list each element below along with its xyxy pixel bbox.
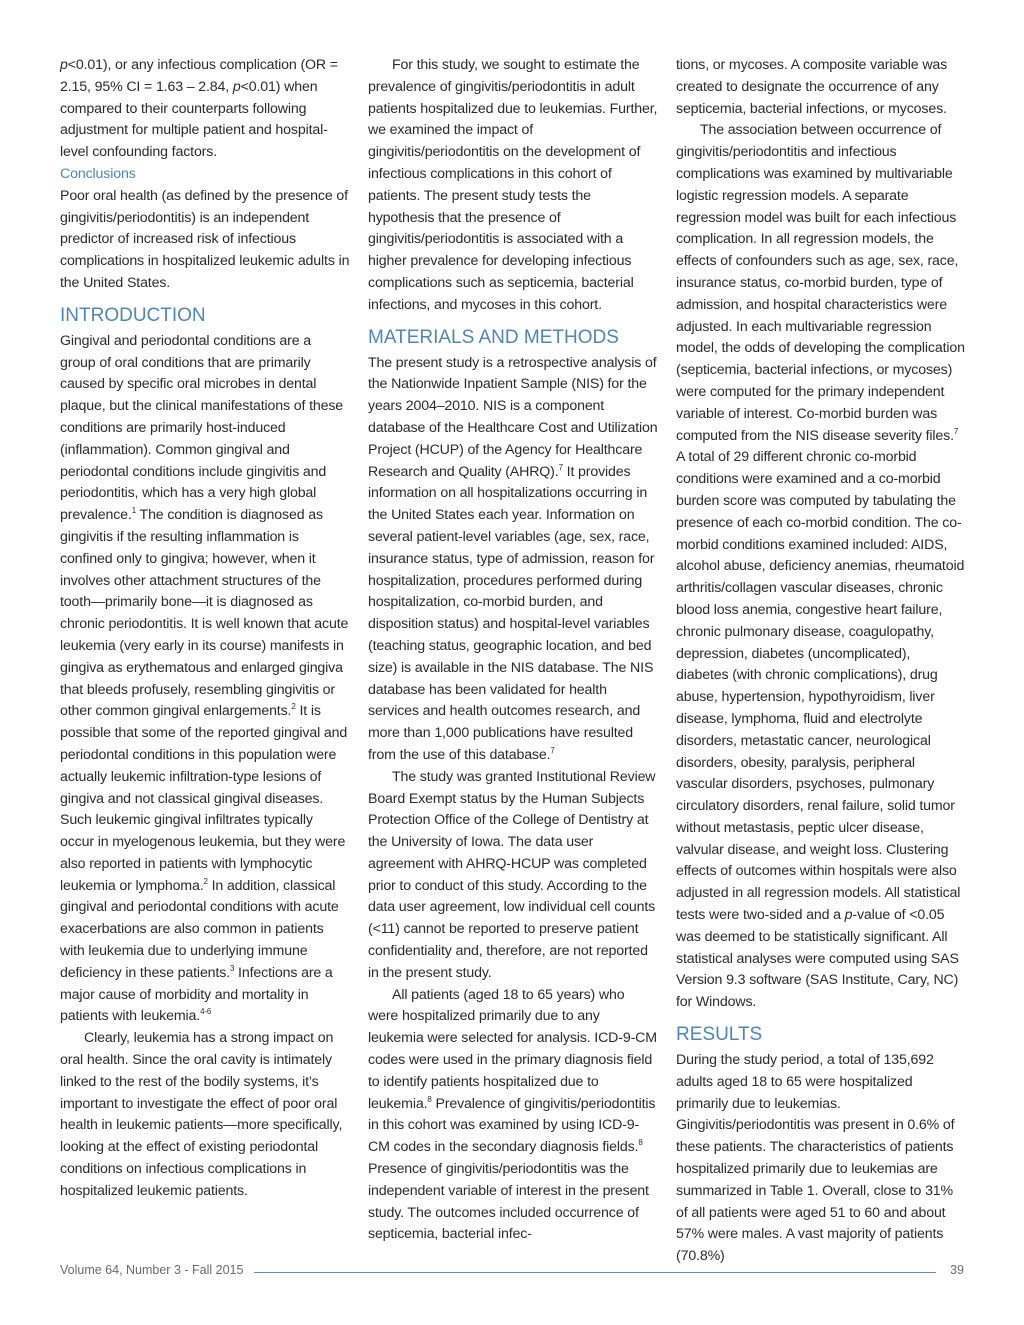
intro-paragraph-3: For this study, we sought to estimate the prevalence of gingivitis/periodontitis in adult patients hospitalized due to leukemias. Further, we examined the impact of gingivitis/periodontitis on the development of infectious complications in this cohort of patients. The present study tests the hypothesis that the presence of gingivitis/periodontitis is associated with a higher prevalence for developing infectious complications such as septicemia, bacterial infections, and mycoses in this cohort. (368, 57, 658, 313)
intro-paragraph-2: Clearly, leukemia has a strong impact on oral health. Since the oral cavity is intimately linked to the rest of the bodily systems, it’s important to investigate the effect of poor oral health in leukemic patients—more specifically, looking at the effect of existing periodontal conditions on infectious complications in hospitalized leukemic patients. (60, 1030, 343, 1199)
journal-issue: Volume 64, Number 3 - Fall 2015 (60, 1263, 244, 1277)
methods-paragraph-1: The present study is a retrospective analysis of the Nationwide Inpatient Sample (NIS) for the years 2004–2010. NIS is a component database of the Healthcare Cost and Utilization Project (HCUP) of the Agency for Healthcare Research and Quality (AHRQ).$^7$ It provides information on all hospitalizations occurring in the United States each year. Information on several patient-level variables (age, sex, race, insurance status, type of admission, reason for hospitalization, procedures performed during hospitalization, co-morbid burden, and disposition status) and hospital-level variables (teaching status, geographic location, and bed size) is available in the NIS database. The NIS database has been validated for health services and health outcomes research, and more than 1,000 publications have resulted from the use of this database.$^7$ (368, 354, 658, 763)
page-footer (60, 1263, 964, 1283)
column-1 (60, 55, 350, 1203)
column-2 (368, 55, 658, 1246)
methods-paragraph-3-continued: tions, or mycoses. A composite variable was created to designate the occurrence of any septicemia, bacterial infections, or mycoses. (676, 57, 948, 117)
abstract-results-end: p<0.01), or any infectious complication (OR = 2.15, 95% CI = 1.63 – 2.84, p<0.01) when compared to their counterparts following adjustment for multiple patient and hospital-level confounding factors. (60, 57, 338, 161)
intro-paragraph-1: Gingival and periodontal conditions are a group of oral conditions that are primarily caused by specific oral microbes in dental plaque, but the clinical manifestations of these conditions are primarily host-induced (inflammation). Common gingival and periodontal conditions include gingivitis and periodontitis, which has a very high global prevalence.$^1$ The condition is diagnosed as gingivitis if the resulting inflammation is confined only to gingiva; however, when it involves other attachment structures of the tooth—primarily bone—it is diagnosed as chronic periodontitis. It is well known that acute leukemia (very early in its course) manifests in gingiva as erythematous and enlarged gingiva that bleeds profusely, resembling gingivitis or other common gingival enlargements.$^2$ It is possible that some of the reported gingival and periodontal conditions in this population were actually leukemic infiltration-type lesions of gingiva and not classical gingival diseases. Such leukemic gingival infiltrates typically occur in myelogenous leukemia, but they were also reported in patients with lymphocytic leukemia or lymphoma.$^2$ In addition, classical gingival and periodontal conditions with acute exacerbations are also common in patients with leukemia due to underlying immune deficiency in these patients.$^3$ Infections are a major cause of morbidity and mortality in patients with leukemia.$^{4-6}$ (60, 332, 349, 1025)
results-heading: RESULTS (676, 1024, 763, 1046)
conclusions-heading: Conclusions (60, 165, 136, 182)
methods-paragraph-4: The association between occurrence of gingivitis/periodontitis and infectious complications was examined by multivariable logistic regression models. A separate regression model was built for each infectious complication. In all regression models, the effects of confounders such as age, sex, race, insurance status, co-morbid burden, type of admission, and hospital characteristics were adjusted. In each multivariable regression model, the odds of developing the complication (septicemia, bacterial infections, or mycoses) were computed for the primary independent variable of interest. Co-morbid burden was computed from the NIS disease severity files.$^7$ A total of 29 different chronic co-morbid conditions were examined and a co-morbid burden score was computed by tabulating the presence of each co-morbid condition. The co-morbid conditions examined included: AIDS, alcohol abuse, deficiency anemias, rheumatoid arthritis/collagen vascular diseases, chronic blood loss anemia, congestive heart failure, chronic pulmonary disease, coagulopathy, depression, diabetes (uncomplicated), diabetes (with chronic complications), drug abuse, hypertension, hypothyroidism, liver disease, lymphoma, fluid and electrolyte disorders, metastatic cancer, neurological disorders, obesity, paralysis, peripheral vascular disorders, psychoses, pulmonary circulatory disorders, renal failure, solid tumor without metastasis, peptic ulcer disease, valvular disease, and weight loss. Clustering effects of outcomes within hospitals were also adjusted in all regression models. All statistical tests were two-sided and a p-value of <0.05 was deemed to be statistically significant. All statistical analyses were computed using SAS Version 9.3 software (SAS Institute, Cary, NC) for Windows. (676, 122, 965, 1011)
methods-paragraph-3: All patients (aged 18 to 65 years) who were hospitalized primarily due to any leukemia were selected for analysis. ICD-9-CM codes were used in the primary diagnosis field to identify patients hospitalized due to leukemia.$^8$ Prevalence of gingivitis/periodontitis in this cohort was examined by using ICD-9-CM codes in the secondary diagnosis fields.$^8$ Presence of gingivitis/periodontitis was the independent variable of interest in the present study. The outcomes included occurrence of septicemia, bacterial infec- (368, 986, 657, 1243)
conclusions-text: Poor oral health (as defined by the presence of gingivitis/periodontitis) is an independent predictor of increased risk of infectious complications in hospitalized leukemic adults in the United States. (60, 187, 350, 291)
methods-paragraph-2: The study was granted Institutional Review Board Exempt status by the Human Subjects Protection Office of the College of Dentistry at the University of Iowa. The data user agreement with AHRQ-HCUP was completed prior to conduct of this study. According to the data user agreement, low individual cell counts (<11) cannot be reported to preserve patient confidentiality and, therefore, are not reported in the present study. (368, 768, 656, 981)
column-3 (676, 55, 966, 1268)
page-number: 39 (950, 1263, 964, 1277)
footer-rule (254, 1272, 936, 1273)
introduction-heading: INTRODUCTION (60, 304, 206, 326)
results-paragraph-1: During the study period, a total of 135,692 adults aged 18 to 65 were hospitalized primarily due to leukemias. Gingivitis/periodontitis was present in 0.6% of these patients. The characteristics of patients hospitalized primarily due to leukemias are summarized in Table 1. Overall, close to 31% of all patients were aged 51 to 60 and about 57% were males. A vast majority of patients (70.8%) (676, 1052, 955, 1265)
methods-heading: MATERIALS AND METHODS (368, 326, 619, 348)
